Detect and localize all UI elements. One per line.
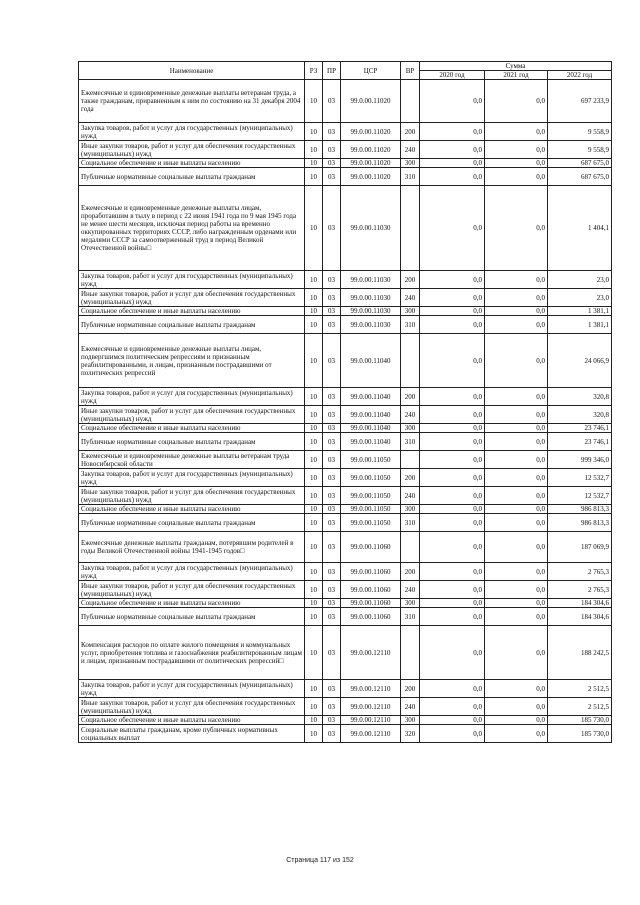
row-value-2020: 0,0	[420, 680, 485, 698]
row-name: Публичные нормативные социальные выплаты гражданам	[79, 316, 305, 334]
row-csr: 99.0.00.12110	[341, 725, 401, 743]
row-rz: 10	[305, 608, 323, 626]
row-csr: 99.0.00.11050	[341, 514, 401, 532]
row-name: Социальное обеспечение и иные выплаты населению	[79, 716, 305, 725]
row-rz: 10	[305, 451, 323, 469]
table-row	[79, 698, 612, 716]
row-value-2021: 0,0	[485, 698, 548, 716]
row-rz: 10	[305, 599, 323, 608]
row-value-2022: 23 746,1	[548, 424, 612, 433]
row-pr: 03	[323, 469, 341, 487]
row-name: Публичные нормативные социальные выплаты гражданам	[79, 514, 305, 532]
row-pr: 03	[323, 626, 341, 680]
row-pr: 03	[323, 725, 341, 743]
row-name: Социальное обеспечение и иные выплаты населению	[79, 159, 305, 168]
row-name: Закупка товаров, работ и услуг для государственных (муниципальных) нужд	[79, 271, 305, 289]
row-value-2021: 0,0	[485, 316, 548, 334]
row-vr: 300	[401, 599, 420, 608]
row-csr: 99.0.00.11020	[341, 168, 401, 186]
row-value-2021: 0,0	[485, 487, 548, 505]
row-vr: 200	[401, 388, 420, 406]
row-vr: 200	[401, 680, 420, 698]
row-value-2021: 0,0	[485, 141, 548, 159]
row-vr: 310	[401, 168, 420, 186]
row-pr: 03	[323, 307, 341, 316]
row-value-2022: 2 512,5	[548, 680, 612, 698]
row-value-2022: 185 730,0	[548, 716, 612, 725]
row-vr	[401, 532, 420, 563]
row-csr: 99.0.00.12110	[341, 698, 401, 716]
row-pr: 03	[323, 80, 341, 123]
header-pr: ПР	[323, 62, 341, 80]
row-value-2020: 0,0	[420, 159, 485, 168]
row-value-2020: 0,0	[420, 388, 485, 406]
table-row	[79, 316, 612, 334]
row-value-2022: 1 404,1	[548, 186, 612, 271]
row-value-2020: 0,0	[420, 80, 485, 123]
row-vr: 240	[401, 581, 420, 599]
row-csr: 99.0.00.11030	[341, 307, 401, 316]
row-value-2021: 0,0	[485, 388, 548, 406]
table-row	[79, 514, 612, 532]
row-pr: 03	[323, 487, 341, 505]
table-row-section	[79, 186, 612, 271]
row-vr: 310	[401, 514, 420, 532]
row-name: Закупка товаров, работ и услуг для государственных (муниципальных) нужд	[79, 388, 305, 406]
row-rz: 10	[305, 626, 323, 680]
table-row-section	[79, 334, 612, 388]
row-pr: 03	[323, 289, 341, 307]
row-pr: 03	[323, 406, 341, 424]
row-name: Социальное обеспечение и иные выплаты населению	[79, 424, 305, 433]
row-value-2021: 0,0	[485, 433, 548, 451]
row-name: Ежемесячные и единовременные денежные выплаты ветеранам труда Новосибирской области	[79, 451, 305, 469]
row-value-2020: 0,0	[420, 433, 485, 451]
row-name: Социальные выплаты гражданам, кроме публичных нормативных социальных выплат	[79, 725, 305, 743]
row-pr: 03	[323, 532, 341, 563]
row-vr: 310	[401, 608, 420, 626]
row-vr: 300	[401, 159, 420, 168]
row-value-2021: 0,0	[485, 271, 548, 289]
row-pr: 03	[323, 334, 341, 388]
row-value-2020: 0,0	[420, 514, 485, 532]
row-rz: 10	[305, 334, 323, 388]
row-rz: 10	[305, 307, 323, 316]
row-value-2021: 0,0	[485, 334, 548, 388]
row-rz: 10	[305, 469, 323, 487]
row-rz: 10	[305, 725, 323, 743]
row-value-2022: 687 675,0	[548, 159, 612, 168]
row-csr: 99.0.00.11040	[341, 406, 401, 424]
row-rz: 10	[305, 698, 323, 716]
row-value-2022: 1 381,1	[548, 316, 612, 334]
row-csr: 99.0.00.11020	[341, 141, 401, 159]
row-value-2022: 23 746,1	[548, 433, 612, 451]
table-row	[79, 307, 612, 316]
row-value-2022: 9 558,9	[548, 141, 612, 159]
row-value-2022: 9 558,9	[548, 123, 612, 141]
row-rz: 10	[305, 581, 323, 599]
table-row	[79, 168, 612, 186]
row-vr: 240	[401, 487, 420, 505]
row-csr: 99.0.00.11050	[341, 451, 401, 469]
row-value-2020: 0,0	[420, 725, 485, 743]
row-value-2021: 0,0	[485, 424, 548, 433]
row-name: Компенсация расходов по оплате жилого помещения и коммунальных услуг, приобретения топлива и газоснабжения реабилитированным лицам и лицам, признанным пострадавшими от политических репрессий□	[79, 626, 305, 680]
row-value-2021: 0,0	[485, 289, 548, 307]
header-sum: Сумма	[420, 62, 612, 71]
row-rz: 10	[305, 563, 323, 581]
row-csr: 99.0.00.11030	[341, 186, 401, 271]
row-pr: 03	[323, 186, 341, 271]
row-value-2021: 0,0	[485, 159, 548, 168]
row-value-2020: 0,0	[420, 316, 485, 334]
row-rz: 10	[305, 186, 323, 271]
row-value-2021: 0,0	[485, 626, 548, 680]
row-pr: 03	[323, 388, 341, 406]
row-csr: 99.0.00.11020	[341, 123, 401, 141]
row-pr: 03	[323, 599, 341, 608]
row-name: Иные закупки товаров, работ и услуг для обеспечения государственных (муниципальных) нужд	[79, 581, 305, 599]
row-value-2020: 0,0	[420, 334, 485, 388]
row-csr: 99.0.00.12110	[341, 680, 401, 698]
row-rz: 10	[305, 487, 323, 505]
row-name: Закупка товаров, работ и услуг для государственных (муниципальных) нужд	[79, 469, 305, 487]
row-pr: 03	[323, 159, 341, 168]
row-value-2020: 0,0	[420, 451, 485, 469]
row-value-2020: 0,0	[420, 406, 485, 424]
row-name: Публичные нормативные социальные выплаты гражданам	[79, 433, 305, 451]
row-vr: 300	[401, 505, 420, 514]
row-value-2021: 0,0	[485, 505, 548, 514]
row-rz: 10	[305, 514, 323, 532]
row-pr: 03	[323, 680, 341, 698]
row-name: Иные закупки товаров, работ и услуг для обеспечения государственных (муниципальных) нужд	[79, 141, 305, 159]
row-csr: 99.0.00.12110	[341, 626, 401, 680]
row-pr: 03	[323, 141, 341, 159]
row-rz: 10	[305, 141, 323, 159]
row-name: Ежемесячные и единовременные денежные выплаты ветеранам труда, а также гражданам, приравненным к ним по состоянию на 31 декабря 2004 года	[79, 80, 305, 123]
row-value-2021: 0,0	[485, 608, 548, 626]
row-pr: 03	[323, 608, 341, 626]
row-pr: 03	[323, 451, 341, 469]
row-pr: 03	[323, 123, 341, 141]
row-csr: 99.0.00.11020	[341, 80, 401, 123]
row-value-2022: 687 675,0	[548, 168, 612, 186]
row-value-2022: 2 765,3	[548, 563, 612, 581]
row-rz: 10	[305, 80, 323, 123]
row-value-2020: 0,0	[420, 469, 485, 487]
row-vr	[401, 451, 420, 469]
row-csr: 99.0.00.11060	[341, 563, 401, 581]
row-value-2022: 24 066,9	[548, 334, 612, 388]
row-value-2022: 184 304,6	[548, 599, 612, 608]
row-value-2021: 0,0	[485, 451, 548, 469]
row-csr: 99.0.00.11060	[341, 581, 401, 599]
row-value-2022: 187 069,9	[548, 532, 612, 563]
budget-table	[78, 61, 612, 743]
table-row	[79, 388, 612, 406]
row-name: Ежемесячные денежные выплаты гражданам, потерявшим родителей в годы Великой Отечественной войны 1941-1945 годов□	[79, 532, 305, 563]
row-vr	[401, 334, 420, 388]
row-vr	[401, 80, 420, 123]
row-pr: 03	[323, 424, 341, 433]
row-vr: 300	[401, 716, 420, 725]
row-vr	[401, 186, 420, 271]
row-rz: 10	[305, 716, 323, 725]
row-pr: 03	[323, 514, 341, 532]
row-value-2022: 320,8	[548, 388, 612, 406]
table-row	[79, 680, 612, 698]
row-value-2021: 0,0	[485, 123, 548, 141]
row-value-2021: 0,0	[485, 599, 548, 608]
row-value-2020: 0,0	[420, 307, 485, 316]
row-value-2021: 0,0	[485, 716, 548, 725]
row-value-2022: 12 532,7	[548, 487, 612, 505]
row-value-2021: 0,0	[485, 680, 548, 698]
header-csr: ЦСР	[341, 62, 401, 80]
row-rz: 10	[305, 424, 323, 433]
table-row	[79, 716, 612, 725]
row-vr: 240	[401, 698, 420, 716]
row-value-2020: 0,0	[420, 487, 485, 505]
row-value-2021: 0,0	[485, 168, 548, 186]
row-csr: 99.0.00.11040	[341, 424, 401, 433]
row-value-2020: 0,0	[420, 716, 485, 725]
row-value-2020: 0,0	[420, 505, 485, 514]
row-name: Публичные нормативные социальные выплаты гражданам	[79, 608, 305, 626]
row-value-2021: 0,0	[485, 725, 548, 743]
row-pr: 03	[323, 433, 341, 451]
row-vr: 200	[401, 563, 420, 581]
row-csr: 99.0.00.11030	[341, 316, 401, 334]
row-rz: 10	[305, 433, 323, 451]
row-value-2021: 0,0	[485, 581, 548, 599]
row-pr: 03	[323, 563, 341, 581]
header-vr: ВР	[401, 62, 420, 80]
row-rz: 10	[305, 505, 323, 514]
row-csr: 99.0.00.11050	[341, 487, 401, 505]
row-value-2020: 0,0	[420, 186, 485, 271]
row-vr: 320	[401, 725, 420, 743]
row-name: Социальное обеспечение и иные выплаты населению	[79, 307, 305, 316]
table-row	[79, 725, 612, 743]
header-year-2020: 2020 год	[420, 71, 485, 80]
row-csr: 99.0.00.12110	[341, 716, 401, 725]
row-rz: 10	[305, 532, 323, 563]
row-vr: 310	[401, 433, 420, 451]
row-vr: 300	[401, 424, 420, 433]
row-vr: 200	[401, 123, 420, 141]
row-value-2020: 0,0	[420, 626, 485, 680]
row-vr: 200	[401, 469, 420, 487]
row-rz: 10	[305, 289, 323, 307]
row-name: Ежемесячные и единовременные денежные выплаты лицам, подвергшимся политическим репрессиям и признанным реабилитированными, и лицам, признанным пострадавшими от политических репрессий	[79, 334, 305, 388]
row-value-2020: 0,0	[420, 608, 485, 626]
row-value-2021: 0,0	[485, 469, 548, 487]
row-csr: 99.0.00.11030	[341, 289, 401, 307]
row-name: Социальное обеспечение и иные выплаты населению	[79, 505, 305, 514]
header-rz: РЗ	[305, 62, 323, 80]
header-year-2021: 2021 год	[485, 71, 548, 80]
table-row	[79, 487, 612, 505]
row-name: Публичные нормативные социальные выплаты гражданам	[79, 168, 305, 186]
row-rz: 10	[305, 271, 323, 289]
row-value-2020: 0,0	[420, 698, 485, 716]
table-row-section	[79, 626, 612, 680]
row-value-2022: 697 233,9	[548, 80, 612, 123]
table-row	[79, 424, 612, 433]
row-rz: 10	[305, 316, 323, 334]
row-value-2022: 986 813,3	[548, 505, 612, 514]
row-pr: 03	[323, 581, 341, 599]
row-csr: 99.0.00.11060	[341, 532, 401, 563]
row-pr: 03	[323, 505, 341, 514]
row-rz: 10	[305, 406, 323, 424]
row-vr: 300	[401, 307, 420, 316]
row-value-2021: 0,0	[485, 406, 548, 424]
row-csr: 99.0.00.11040	[341, 388, 401, 406]
row-value-2021: 0,0	[485, 532, 548, 563]
row-csr: 99.0.00.11050	[341, 505, 401, 514]
table-row-section	[79, 532, 612, 563]
table-row	[79, 159, 612, 168]
row-value-2020: 0,0	[420, 271, 485, 289]
row-value-2020: 0,0	[420, 289, 485, 307]
row-value-2021: 0,0	[485, 514, 548, 532]
row-csr: 99.0.00.11030	[341, 271, 401, 289]
table-row	[79, 505, 612, 514]
header-name: Наименование	[79, 62, 305, 80]
row-csr: 99.0.00.11020	[341, 159, 401, 168]
row-value-2021: 0,0	[485, 563, 548, 581]
row-value-2021: 0,0	[485, 80, 548, 123]
table-row	[79, 581, 612, 599]
row-vr: 240	[401, 289, 420, 307]
row-value-2022: 2 765,3	[548, 581, 612, 599]
row-name: Закупка товаров, работ и услуг для государственных (муниципальных) нужд	[79, 123, 305, 141]
row-vr: 240	[401, 406, 420, 424]
table-row	[79, 608, 612, 626]
row-rz: 10	[305, 680, 323, 698]
row-value-2022: 986 813,3	[548, 514, 612, 532]
row-rz: 10	[305, 159, 323, 168]
row-pr: 03	[323, 271, 341, 289]
row-value-2020: 0,0	[420, 424, 485, 433]
row-value-2020: 0,0	[420, 563, 485, 581]
row-csr: 99.0.00.11060	[341, 599, 401, 608]
row-name: Иные закупки товаров, работ и услуг для обеспечения государственных (муниципальных) нужд	[79, 289, 305, 307]
row-value-2022: 184 304,6	[548, 608, 612, 626]
row-vr	[401, 626, 420, 680]
row-value-2020: 0,0	[420, 532, 485, 563]
page-number: Страница 117 из 152	[286, 857, 354, 864]
table-body	[79, 80, 612, 743]
row-value-2022: 23,0	[548, 289, 612, 307]
row-value-2021: 0,0	[485, 186, 548, 271]
row-name: Иные закупки товаров, работ и услуг для обеспечения государственных (муниципальных) нужд	[79, 406, 305, 424]
row-name: Закупка товаров, работ и услуг для государственных (муниципальных) нужд	[79, 563, 305, 581]
row-csr: 99.0.00.11040	[341, 334, 401, 388]
row-value-2022: 320,8	[548, 406, 612, 424]
row-rz: 10	[305, 168, 323, 186]
table-row	[79, 599, 612, 608]
row-value-2021: 0,0	[485, 307, 548, 316]
row-vr: 310	[401, 316, 420, 334]
table-row	[79, 433, 612, 451]
row-value-2020: 0,0	[420, 599, 485, 608]
row-pr: 03	[323, 716, 341, 725]
row-csr: 99.0.00.11060	[341, 608, 401, 626]
table-row	[79, 406, 612, 424]
row-value-2020: 0,0	[420, 123, 485, 141]
row-pr: 03	[323, 168, 341, 186]
table-row	[79, 563, 612, 581]
row-value-2022: 185 730,0	[548, 725, 612, 743]
row-rz: 10	[305, 388, 323, 406]
table-row	[79, 271, 612, 289]
row-name: Закупка товаров, работ и услуг для государственных (муниципальных) нужд	[79, 680, 305, 698]
row-pr: 03	[323, 316, 341, 334]
table-row	[79, 141, 612, 159]
row-value-2022: 188 242,5	[548, 626, 612, 680]
table-row-section	[79, 80, 612, 123]
table-row	[79, 123, 612, 141]
row-value-2020: 0,0	[420, 168, 485, 186]
row-pr: 03	[323, 698, 341, 716]
table-row-section	[79, 451, 612, 469]
row-rz: 10	[305, 123, 323, 141]
row-csr: 99.0.00.11050	[341, 469, 401, 487]
row-value-2022: 1 381,1	[548, 307, 612, 316]
table-row	[79, 469, 612, 487]
row-vr: 200	[401, 271, 420, 289]
row-vr: 240	[401, 141, 420, 159]
row-value-2022: 23,0	[548, 271, 612, 289]
row-value-2022: 12 532,7	[548, 469, 612, 487]
row-value-2020: 0,0	[420, 141, 485, 159]
row-value-2022: 999 346,0	[548, 451, 612, 469]
row-name: Социальное обеспечение и иные выплаты населению	[79, 599, 305, 608]
row-csr: 99.0.00.11040	[341, 433, 401, 451]
row-value-2022: 2 512,5	[548, 698, 612, 716]
row-name: Ежемесячные и единовременные денежные выплаты лицам, проработавшим в тылу в период с 22 июня 1941 года по 9 мая 1945 года не менее шести месяцев, исключая период работы на временно оккупированных территориях СССР, либо награжденным орденами или медалями СССР за самоотверженный труд в период Великой Отечественной войны□	[79, 186, 305, 271]
row-value-2020: 0,0	[420, 581, 485, 599]
header-year-2022: 2022 год	[548, 71, 612, 80]
row-name: Иные закупки товаров, работ и услуг для обеспечения государственных (муниципальных) нужд	[79, 698, 305, 716]
row-name: Иные закупки товаров, работ и услуг для обеспечения государственных (муниципальных) нужд	[79, 487, 305, 505]
table-row	[79, 289, 612, 307]
